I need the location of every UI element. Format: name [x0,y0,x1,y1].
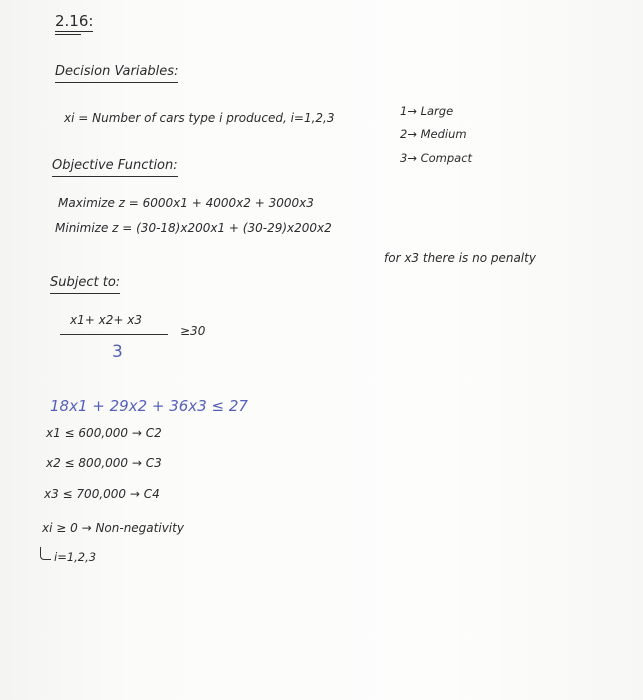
decision-variable-definition: xi = Number of cars type i produced, i=1,2,3 [64,111,335,125]
type-compact: 3→ Compact [400,151,473,165]
objective-function-heading: Objective Function: [52,158,178,177]
non-negativity-index: i=1,2,3 [54,550,97,564]
average-constraint-numerator: x1+ x2+ x3 [70,313,142,327]
problem-number-double-underline [55,34,81,35]
non-negativity-constraint: xi ≥ 0 → Non-negativity [42,521,184,535]
problem-number: 2.16: [55,12,94,30]
average-constraint-relation: ≥30 [180,324,206,338]
type-large: 1→ Large [400,104,454,118]
compact-production-limit: x3 ≤ 700,000 → C4 [44,487,160,501]
fraction-bar [60,334,168,335]
large-production-limit: x1 ≤ 600,000 → C2 [46,426,162,440]
medium-production-limit: x2 ≤ 800,000 → C3 [46,456,162,470]
penalty-note: for x3 there is no penalty [384,251,536,265]
fuel-constraint: 18x1 + 29x2 + 36x3 ≤ 27 [50,397,248,415]
minimize-objective: Minimize z = (30-18)x200x1 + (30-29)x200x2 [55,221,332,235]
type-medium: 2→ Medium [400,127,467,141]
average-constraint-denominator: 3 [112,342,123,362]
decision-variables-heading: Decision Variables: [55,64,178,83]
maximize-objective: Maximize z = 6000x1 + 4000x2 + 3000x3 [58,196,314,210]
subject-to-heading: Subject to: [50,275,120,294]
index-hook [40,547,51,560]
